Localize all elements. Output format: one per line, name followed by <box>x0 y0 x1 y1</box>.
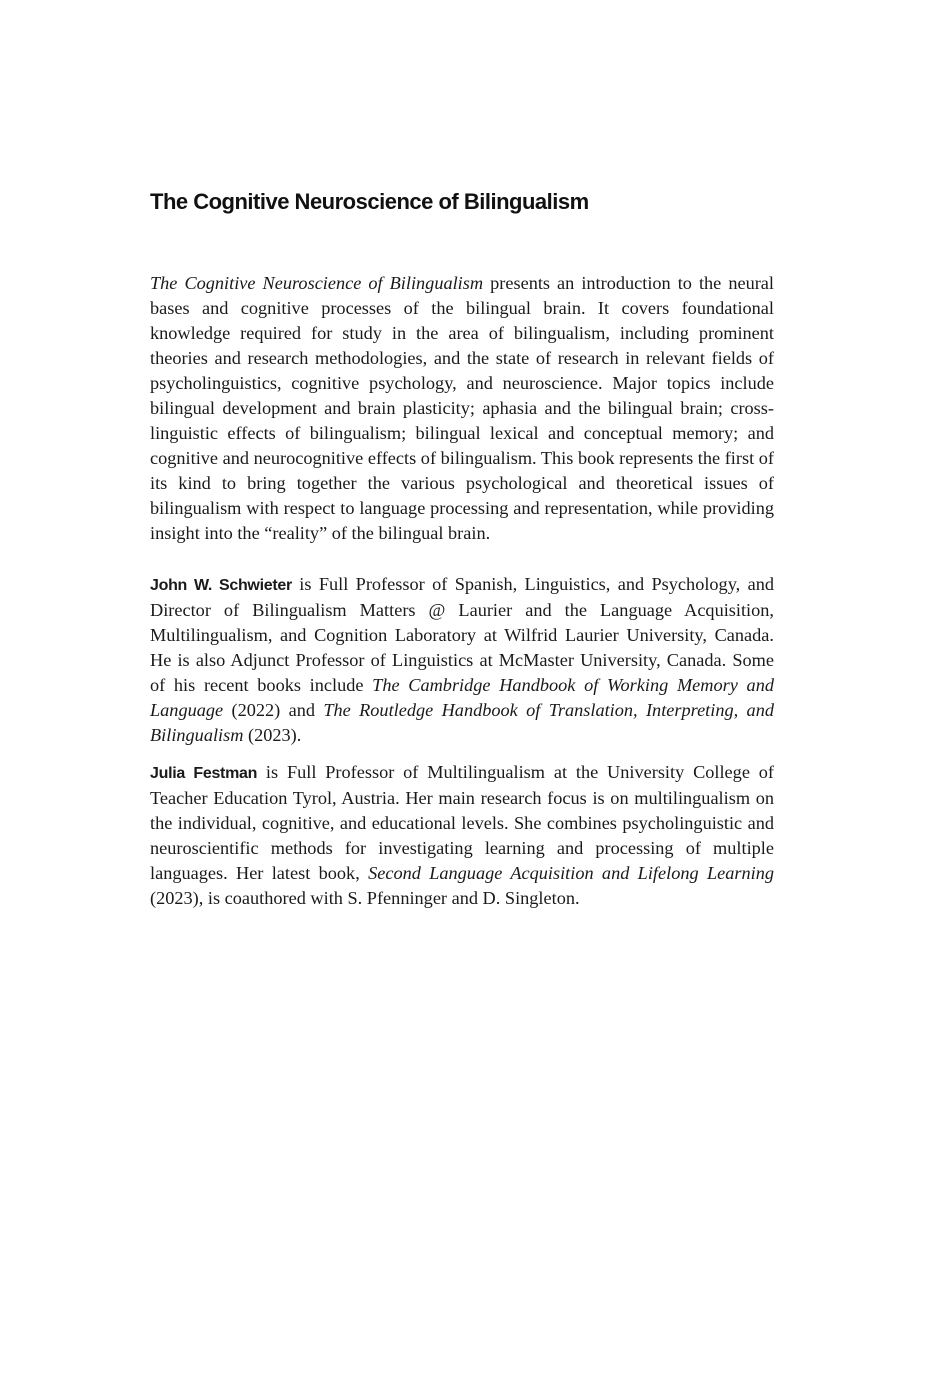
author-name: Julia Festman <box>150 765 258 782</box>
author-bio-schwieter <box>150 572 774 748</box>
book-title-italic: The Routledge Handbook of Translation, Interpreting, and Bilingualism <box>150 700 774 745</box>
description-text: presents an introduction to the neural bases and cognitive processes of the bilingual brain. It covers foundational knowledge required for study in the area of bilingualism, including prominent theories and research methodologies, and the state of research in relevant fields of psycholinguistics, cognitive psychology, and neuroscience. Major topics include bilingual development and brain plasticity; aphasia and the bilingual brain; cross-linguistic effects of bilingualism; bilingual lexical and conceptual memory; and cognitive and neurocognitive effects of bilingualism. This book represents the first of its kind to bring together the various psychological and theoretical issues of bilingualism with respect to language processing and representation, while providing insight into the “reality” of the bilingual brain. <box>150 273 774 543</box>
bio-text: is Full Professor of Spanish, Linguistics, and Psychology, and Director of Bilingualism Matters @ Laurier and the Language Acquisition, Multilingualism, and Cognition Laboratory at Wilfrid Laurier University, Canada. He is also Adjunct Professor of Linguistics at McMaster University, Canada. Some of his recent books include <box>150 574 774 695</box>
book-description <box>150 271 774 546</box>
bio-text: (2023). <box>243 725 302 745</box>
bio-text: (2023), is coauthored with S. Pfenninger and D. Singleton. <box>150 888 580 908</box>
bio-text: is Full Professor of Multilingualism at the University College of Teacher Education Tyrol, Austria. Her main research focus is on multilingualism on the individual, cognitive, and educational levels. She combines psycholinguistic and neuroscientific methods for investigating learning and processing of multiple languages. Her latest book, <box>150 762 774 883</box>
book-title-italic: The Cambridge Handbook of Working Memory and Language <box>150 675 774 720</box>
bio-text: (2022) and <box>223 700 324 720</box>
author-name: John W. Schwieter <box>150 577 292 594</box>
page-content <box>150 186 774 911</box>
book-title-italic: The Cognitive Neuroscience of Bilingualism <box>150 273 484 293</box>
author-bio-festman <box>150 760 774 911</box>
book-title-italic: Second Language Acquisition and Lifelong Learning <box>368 863 774 883</box>
page-title: The Cognitive Neuroscience of Bilingualism <box>150 189 589 214</box>
